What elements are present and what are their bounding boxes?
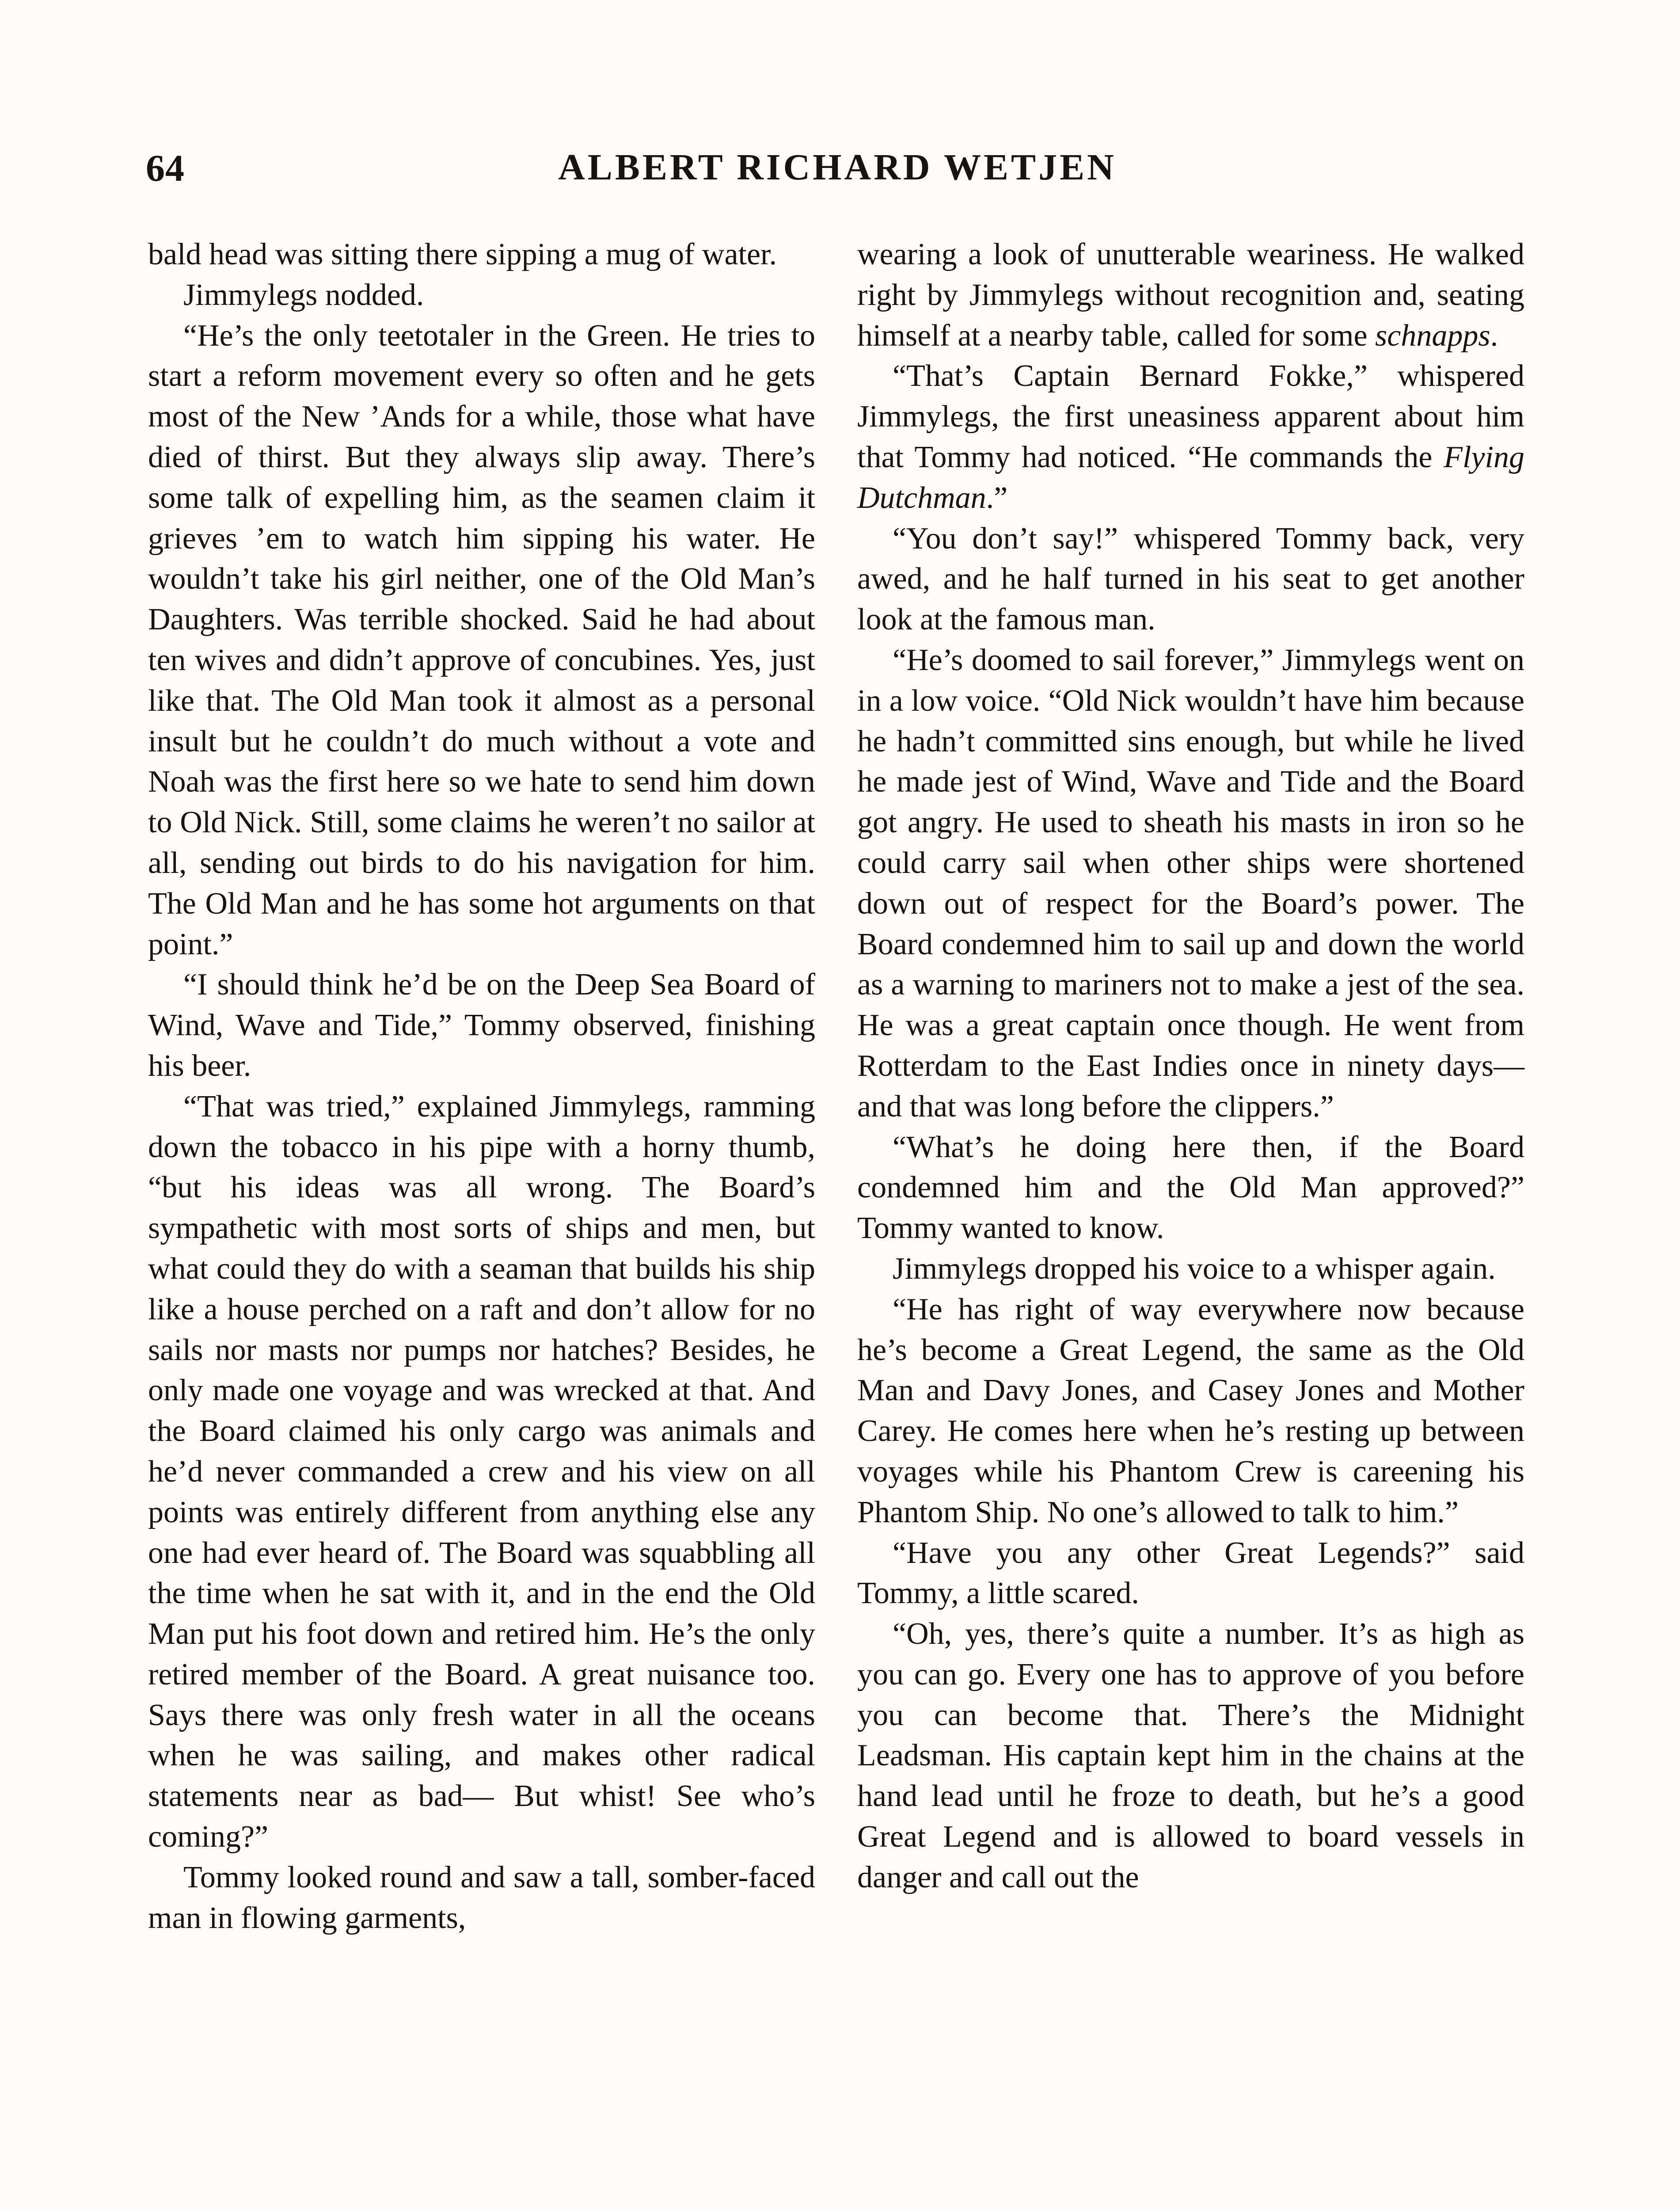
paragraph: “He has right of way everywhere now because he’s become a Great Legend, the same as the Old Man and Davy Jones, and Casey Jones and Mother Carey. He comes here when he’s resting up between voyages while his Phantom Crew is careening his Phantom Ship. No one’s allowed to talk to him.” (857, 1292, 1524, 1529)
paragraph: “That was tried,” explained Jimmylegs, ramming down the tobacco in his pipe with a horny thumb, “but his ideas was all wrong. The Board’s sympathetic with most sorts of ships and men, but what could they do with a seaman that builds his ship like a house perched on a raft and don’t allow for no sails nor masts nor pumps nor hatches? Besides, he only made one voyage and was wrecked at that. And the Board claimed his only cargo was animals and he’d never commanded a crew and his view on all points was entirely different from anything else any one had ever heard of. The Board was squabbling all the time when he sat with it, and in the end the Old Man put his foot down and retired him. He’s the only retired member of the Board. A great nuisance too. Says there was only fresh water in all the oceans when he was sailing, and makes other radical statements near as bad— But whist! See who’s coming?” (148, 1089, 815, 1854)
paragraph (857, 234, 1524, 356)
page-number: 64 (146, 147, 185, 189)
paragraph-text: .” (986, 480, 1008, 515)
paragraph: “What’s he doing here then, if the Board condemned him and the Old Man approved?” Tommy wanted to know. (857, 1130, 1524, 1246)
paragraph: “Have you any other Great Legends?” said Tommy, a little scared. (857, 1536, 1524, 1611)
ship-name: Flying Dutchman (857, 440, 1525, 515)
paragraph: “You don’t say!” whispered Tommy back, very awed, and he half turned in his seat to get another look at the famous man. (857, 521, 1524, 637)
running-title: ALBERT RICHARD WETJEN (558, 147, 1117, 188)
italic-word: schnapps (1375, 318, 1490, 353)
paragraph: Tommy looked round and saw a tall, somber-faced man in flowing garments, (148, 1860, 815, 1935)
paragraph: Jimmylegs nodded. (183, 278, 424, 312)
paragraph: “He’s the only teetotaler in the Green. He tries to start a reform movement every so often and he gets most of the New ’Ands for a while, those what have died of thirst. But they always slip away. There’s some talk of expelling him, as the seamen claim it grieves ’em to watch him sipping his water. He wouldn’t take his girl neither, one of the Old Man’s Daughters. Was terrible shocked. Said he had about ten wives and didn’t approve of concubines. Yes, just like that. The Old Man took it almost as a personal insult but he couldn’t do much without a vote and Noah was the first here so we hate to send him down to Old Nick. Still, some claims he weren’t no sailor at all, sending out birds to do his navigation for him. The Old Man and he has some hot arguments on that point.” (148, 318, 815, 961)
paragraph: “Oh, yes, there’s quite a number. It’s as high as you can go. Every one has to approve of you before you can become that. There’s the Midnight Leadsman. His captain kept him in the chains at the hand lead until he froze to death, but he’s a good Great Legend and is allowed to board vessels in danger and call out the (857, 1617, 1524, 1894)
paragraph-text: wearing a look of unutterable weariness. He walked right by Jimmylegs without recognition and, seating himself at a nearby table, called for some (857, 237, 1524, 353)
paragraph-text: “That’s Captain Bernard Fokke,” whispered Jimmylegs, the first uneasiness apparent about him that Tommy had noticed. “He commands the (857, 359, 1524, 474)
left-column (148, 234, 815, 1938)
paragraph: “He’s doomed to sail forever,” Jimmylegs went on in a low voice. “Old Nick wouldn’t have him because he hadn’t committed sins enough, but while he lived he made jest of Wind, Wave and Tide and the Board got angry. He used to sheath his masts in iron so he could carry sail when other ships were shortened down out of respect for the Board’s power. The Board condemned him to sail up and down the world as a warning to mariners not to make a jest of the sea. He was a great captain once though. He went from Rotterdam to the East Indies once in ninety days—and that was long before the clippers.” (857, 643, 1524, 1124)
paragraph (857, 356, 1524, 518)
paragraph: Jimmylegs dropped his voice to a whisper again. (893, 1251, 1496, 1286)
right-column (857, 234, 1524, 1898)
paragraph-text: . (1490, 318, 1498, 353)
paragraph: bald head was sitting there sipping a mug of water. (148, 237, 777, 271)
paragraph: “I should think he’d be on the Deep Sea Board of Wind, Wave and Tide,” Tommy observed, finishing his beer. (148, 968, 815, 1083)
page-header (146, 146, 1529, 199)
